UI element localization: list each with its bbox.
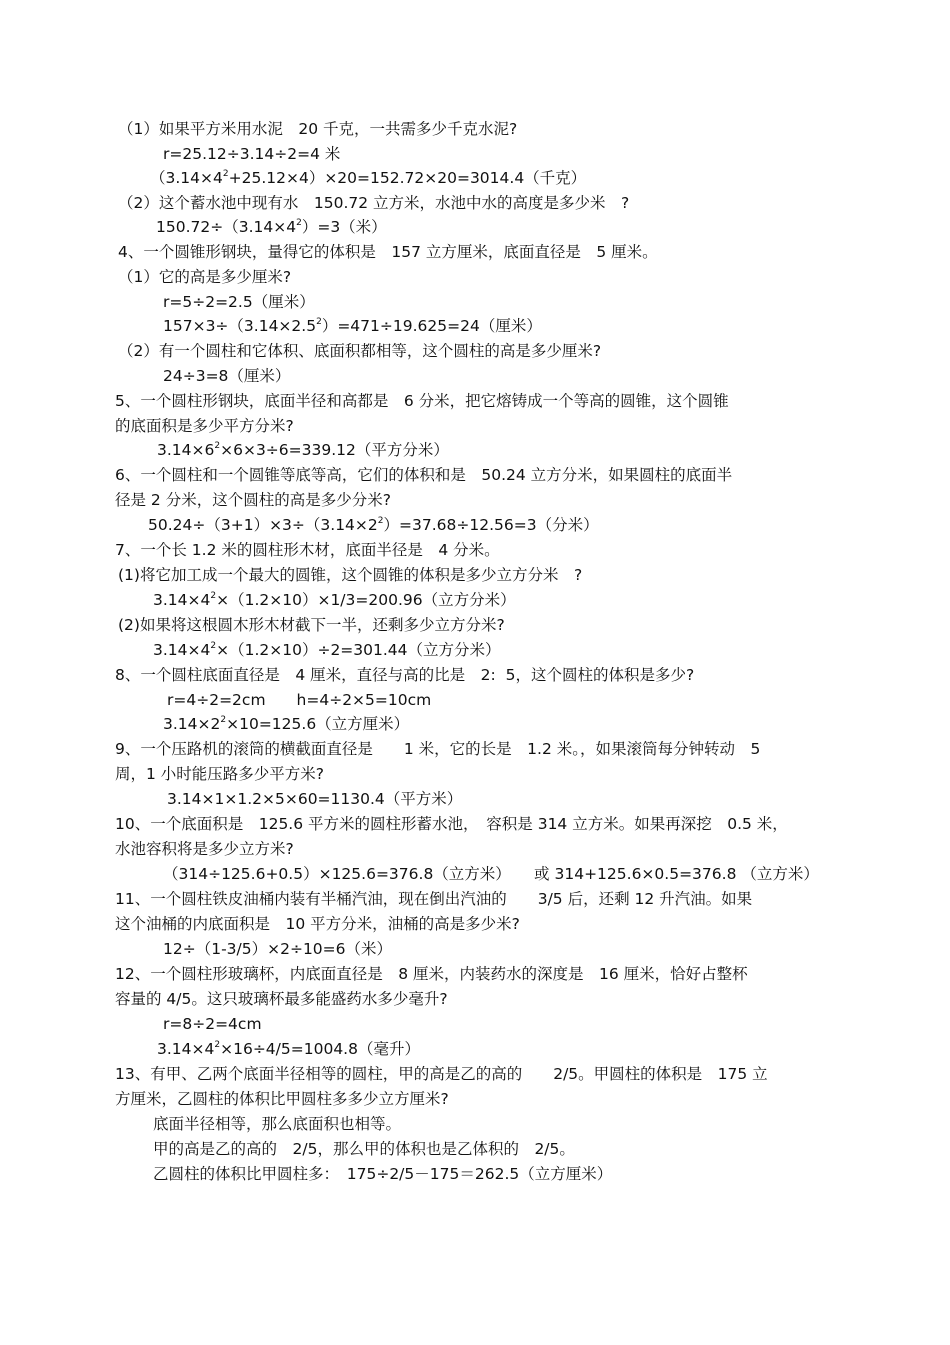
answer-line: （314÷125.6+0.5）×125.6=376.8（立方米） 或 314+125.6×0.5=376.8 （立方米）	[163, 865, 819, 883]
question-13-cont: 方厘米，乙圆柱的体积比甲圆柱多多少立方厘米?	[115, 1090, 449, 1108]
q-line: （1）它的高是多少厘米?	[118, 268, 292, 286]
question-12: 12、一个圆柱形玻璃杯，内底面直径是 8 厘米，内装药水的深度是 16 厘米，恰好占整杯	[115, 965, 748, 983]
question-13: 13、有甲、乙两个底面半径相等的圆柱，甲的高是乙的高的 2/5。甲圆柱的体积是 175 立	[115, 1065, 768, 1083]
question-11: 11、一个圆柱铁皮油桶内装有半桶汽油，现在倒出汽油的 3/5 后，还剩 12 升汽油。如果	[115, 890, 753, 908]
question-7: 7、一个长 1.2 米的圆柱形木材，底面半径是 4 分米。	[115, 541, 500, 559]
question-5: 5、一个圆柱形钢块，底面半径和高都是 6 分米，把它熔铸成一个等高的圆锥，这个圆锥	[115, 392, 729, 410]
answer-line: r=4÷2=2cm h=4÷2×5=10cm	[167, 691, 432, 709]
question-4: 4、一个圆锥形钢块，量得它的体积是 157 立方厘米，底面直径是 5 厘米。	[118, 243, 658, 261]
answer-line: r=8÷2=4cm	[163, 1015, 262, 1033]
question-11-cont: 这个油桶的内底面积是 10 平方分米，油桶的高是多少米?	[115, 915, 520, 933]
answer-line: 12÷（1-3/5）×2÷10=6（米）	[163, 940, 393, 958]
question-10: 10、一个底面积是 125.6 平方米的圆柱形蓄水池， 容积是 314 立方米。如果再深挖 0.5 米，	[115, 815, 788, 833]
q-line: （2）有一个圆柱和它体积、底面积都相等，这个圆柱的高是多少厘米?	[118, 342, 602, 360]
answer-line: $(3.14\times 4^2+25.12\times 4)\times 20=152.72\times 20=3014.4$（千克）	[150, 169, 587, 187]
question-8: 8、一个圆柱底面直径是 4 厘米，直径与高的比是 2: 5，这个圆柱的体积是多少?	[115, 666, 695, 684]
answer-line: $3.14\times 6^2\times 6\times 3\div 6=339.12$（平方分米）	[157, 441, 449, 459]
question-5-cont: 的底面积是多少平方分米?	[115, 417, 294, 435]
question-9-cont: 周，1 小时能压路多少平方米?	[115, 765, 325, 783]
question-10-cont: 水池容积将是多少立方米?	[115, 840, 294, 858]
answer-line: 乙圆柱的体积比甲圆柱多： 175÷2/5－175＝262.5（立方厘米）	[153, 1165, 613, 1183]
question-12-cont: 容量的 4/5。这只玻璃杯最多能盛药水多少毫升?	[115, 990, 448, 1008]
q-line: (1)将它加工成一个最大的圆锥，这个圆锥的体积是多少立方分米 ?	[118, 566, 583, 584]
q-line-1: （1）如果平方米用水泥 20 千克，一共需多少千克水泥?	[118, 120, 518, 138]
answer-line: $50.24\div(3+1)\times 3\div(3.14\times 2^2)=37.68\div 12.56=3$（分米）	[148, 516, 599, 534]
answer-line: 甲的高是乙的高的 2/5，那么甲的体积也是乙体积的 2/5。	[153, 1140, 575, 1158]
answer-line: 3.14×1×1.2×5×60=1130.4（平方米）	[167, 790, 463, 808]
question-6: 6、一个圆柱和一个圆锥等底等高，它们的体积和是 50.24 立方分米，如果圆柱的底面半	[115, 466, 733, 484]
answer-line: $3.14\times 4^2\times 16\div 4/5=1004.8$（毫升）	[157, 1040, 420, 1058]
question-9: 9、一个压路机的滚筒的横截面直径是 1 米，它的长是 1.2 米。，如果滚筒每分钟转动 5	[115, 740, 761, 758]
answer-line: r=5÷2=2.5（厘米）	[163, 293, 315, 311]
answer-line: 底面半径相等，那么底面积也相等。	[153, 1115, 402, 1133]
q-line: (2)如果将这根圆木形木材截下一半，还剩多少立方分米?	[118, 616, 505, 634]
answer-line: $3.14\times 2^2\times 10=125.6$（立方厘米）	[163, 715, 410, 733]
answer-line: $150.72\div(3.14\times 4^2)=3$（米）	[156, 218, 387, 236]
answer-line: $3.14\times 4^2\times(1.2\times 10)\div 2=301.44$（立方分米）	[153, 641, 501, 659]
answer-line: $3.14\times 4^2\times(1.2\times 10)\times 1/3=200.96$（立方分米）	[153, 591, 516, 609]
answer-line: $157\times 3\div(3.14\times 2.5^2)=471\div 19.625=24$（厘米）	[163, 317, 542, 335]
q-line: （2）这个蓄水池中现有水 150.72 立方米，水池中水的高度是多少米 ?	[118, 194, 630, 212]
question-6-cont: 径是 2 分米，这个圆柱的高是多少分米?	[115, 491, 391, 509]
answer-line: 24÷3=8（厘米）	[163, 367, 291, 385]
answer-line: r=25.12÷3.14÷2=4 米	[163, 145, 341, 163]
